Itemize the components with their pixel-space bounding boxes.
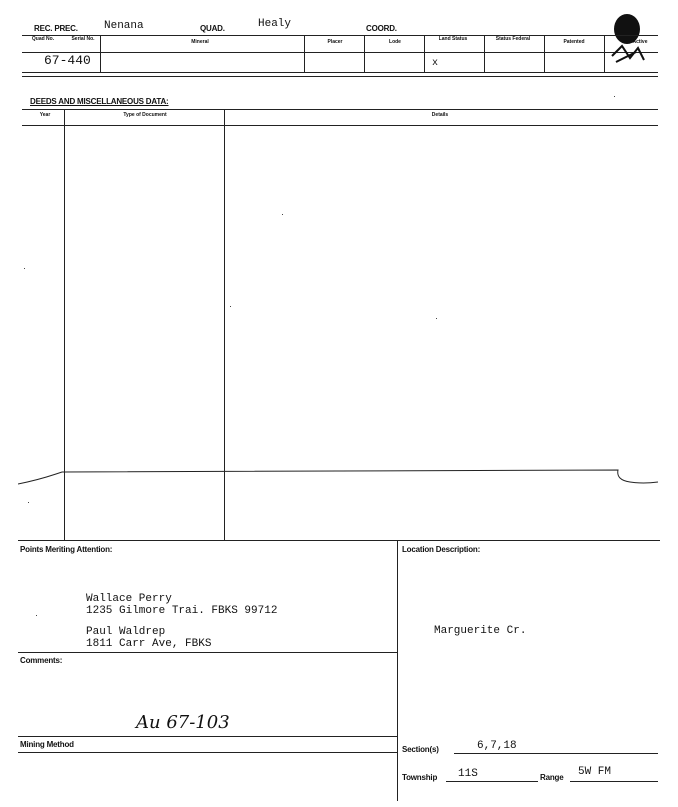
col-quad-no: Quad No.: [31, 36, 55, 42]
range-label: Range: [540, 773, 564, 782]
col-serial-no: Serial No.: [71, 36, 95, 42]
deeds-title: DEEDS AND MISCELLANEOUS DATA:: [30, 97, 169, 106]
divider-v: [544, 36, 545, 72]
township-value: 11S: [458, 768, 478, 780]
divider-v: [604, 36, 605, 72]
divider-v: [100, 36, 101, 72]
speck: [28, 502, 29, 503]
mining-top-rule: [18, 736, 397, 737]
col-active: Active: [632, 39, 648, 45]
col-type-of-document: Type of Document: [123, 112, 167, 118]
speck: [230, 306, 231, 307]
quad-serial-value: 67-440: [44, 53, 91, 68]
record-bottom-rule-2: [22, 76, 658, 77]
col-year: Year: [39, 112, 51, 118]
col-land-status: Land Status: [438, 36, 468, 42]
points-line-4: 1811 Carr Ave, FBKS: [86, 638, 212, 650]
col-placer: Placer: [327, 39, 343, 45]
location-value: Marguerite Cr.: [434, 625, 527, 637]
section-underline: [454, 753, 658, 754]
deeds-header-rule: [22, 125, 658, 126]
divider-v: [424, 36, 425, 72]
header-rule: [22, 35, 658, 36]
points-label: Points Meriting Attention:: [20, 545, 113, 554]
rec-prec-label: REC. PREC.: [34, 24, 78, 33]
quad-label: QUAD.: [200, 24, 225, 33]
speck: [614, 96, 615, 97]
mining-method-label: Mining Method: [20, 740, 74, 749]
mining-bottom-rule: [18, 752, 397, 753]
col-details: Details: [431, 112, 449, 118]
scribble-mark: [608, 38, 648, 68]
comments-top-rule: [18, 652, 397, 653]
coord-label: COORD.: [366, 24, 397, 33]
rec-prec-value: Nenana: [104, 20, 144, 32]
comments-label: Comments:: [20, 656, 63, 665]
land-status-mark: x: [432, 58, 439, 69]
speck: [282, 214, 283, 215]
divider-v: [484, 36, 485, 72]
col-lode: Lode: [389, 39, 401, 45]
points-line-3: Paul Waldrep: [86, 626, 166, 638]
township-underline: [446, 781, 538, 782]
deeds-top-rule: [22, 109, 658, 110]
col-mineral: Mineral: [191, 39, 209, 45]
deeds-bottom-rule: [18, 540, 660, 541]
fold-line: [18, 462, 660, 492]
points-line-2: 1235 Gilmore Trai. FBKS 99712: [86, 605, 278, 617]
range-value: 5W FM: [578, 766, 612, 778]
comments-handwritten: Au 67-103: [136, 712, 230, 733]
range-underline: [570, 781, 658, 782]
header-subrule: [22, 52, 658, 53]
record-bottom-rule: [22, 72, 658, 73]
speck: [24, 268, 25, 269]
col-status-federal: Status Federal: [495, 36, 531, 42]
location-label: Location Description:: [402, 545, 481, 554]
divider-v: [304, 36, 305, 72]
quad-value: Healy: [258, 18, 292, 30]
section-value: 6,7,18: [477, 740, 517, 752]
section-label: Section(s): [402, 745, 439, 754]
bottom-center-divider: [397, 541, 398, 801]
speck: [36, 615, 37, 616]
divider-v: [364, 36, 365, 72]
township-label: Township: [402, 773, 438, 782]
points-line-1: Wallace Perry: [86, 593, 172, 605]
speck: [436, 318, 437, 319]
col-patented: Patented: [563, 39, 585, 45]
